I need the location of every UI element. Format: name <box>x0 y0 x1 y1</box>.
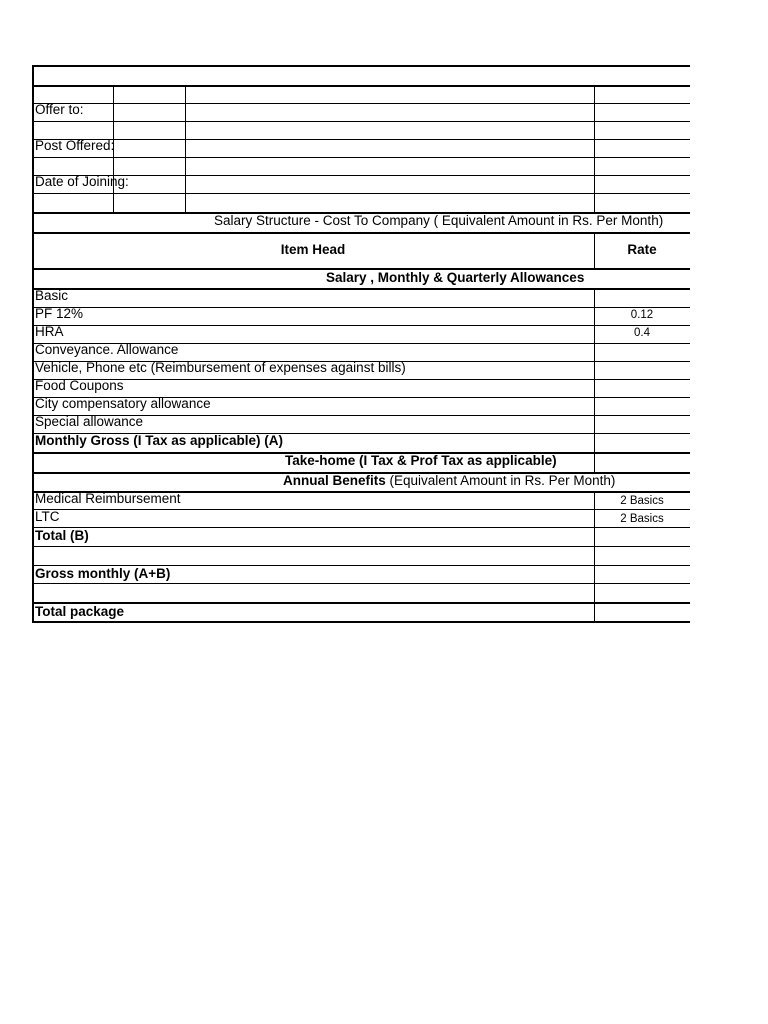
item-label-hra: HRA <box>35 324 64 339</box>
monthly-gross-label: Monthly Gross (I Tax as applicable) (A) <box>35 433 284 448</box>
grid-line <box>32 546 690 547</box>
grid-line <box>32 602 690 604</box>
item-label-special-allowance: Special allowance <box>35 414 144 429</box>
post-offered-label: Post Offered: <box>35 138 115 153</box>
annual-benefits-title <box>283 472 615 489</box>
item-head-column-header: Item Head <box>280 242 346 257</box>
grid-line <box>32 85 690 87</box>
date-of-joining-label: Date of Joining: <box>35 174 129 189</box>
rate-ltc: 2 Basics <box>620 513 664 525</box>
take-home-label: Take-home (I Tax & Prof Tax as applicable) <box>285 453 557 468</box>
grid-line <box>32 232 690 234</box>
item-label-pf: PF 12% <box>35 306 84 321</box>
grid-line <box>32 139 690 140</box>
grid-line <box>32 583 690 584</box>
grid-line <box>594 85 595 213</box>
grid-line <box>32 379 690 380</box>
grid-line <box>185 85 186 213</box>
grid-line <box>32 121 690 122</box>
salary-section-title: Salary , Monthly & Quarterly Allowances <box>326 270 585 285</box>
item-label-city-compensatory: City compensatory allowance <box>35 396 211 411</box>
item-label-basic: Basic <box>35 288 69 303</box>
gross-monthly-label: Gross monthly (A+B) <box>35 566 171 581</box>
grid-line <box>32 65 690 67</box>
total-package-label: Total package <box>35 604 125 619</box>
grid-line <box>32 193 690 194</box>
item-label-vehicle-phone: Vehicle, Phone etc (Reimbursement of expenses against bills) <box>35 360 406 375</box>
annual-benefits-note: (Equivalent Amount in Rs. Per Month) <box>389 473 616 488</box>
rate-medical-reimbursement: 2 Basics <box>620 495 664 507</box>
grid-line <box>32 157 690 158</box>
item-label-food-coupons: Food Coupons <box>35 378 124 393</box>
total-b-label: Total (B) <box>35 528 89 543</box>
grid-line <box>32 527 690 528</box>
rate-pf: 0.12 <box>630 309 654 321</box>
rate-column-header: Rate <box>627 242 657 257</box>
salary-structure-title: Salary Structure - Cost To Company ( Equivalent Amount in Rs. Per Month) <box>214 213 664 228</box>
grid-line <box>32 288 690 290</box>
grid-line <box>32 621 690 623</box>
annual-benefits-title-bold: Annual Benefits <box>283 473 386 488</box>
grid-line <box>32 325 690 326</box>
grid-line <box>32 509 690 510</box>
rate-hra: 0.4 <box>634 327 650 339</box>
grid-line <box>32 65 34 623</box>
salary-offer-sheet <box>32 65 690 623</box>
item-label-ltc: LTC <box>35 509 60 524</box>
offer-to-label: Offer to: <box>35 102 84 117</box>
grid-line <box>32 175 690 176</box>
grid-line <box>32 307 690 308</box>
grid-line <box>32 103 690 104</box>
item-label-medical-reimbursement: Medical Reimbursement <box>35 491 181 506</box>
item-label-conveyance: Conveyance. Allowance <box>35 342 179 357</box>
